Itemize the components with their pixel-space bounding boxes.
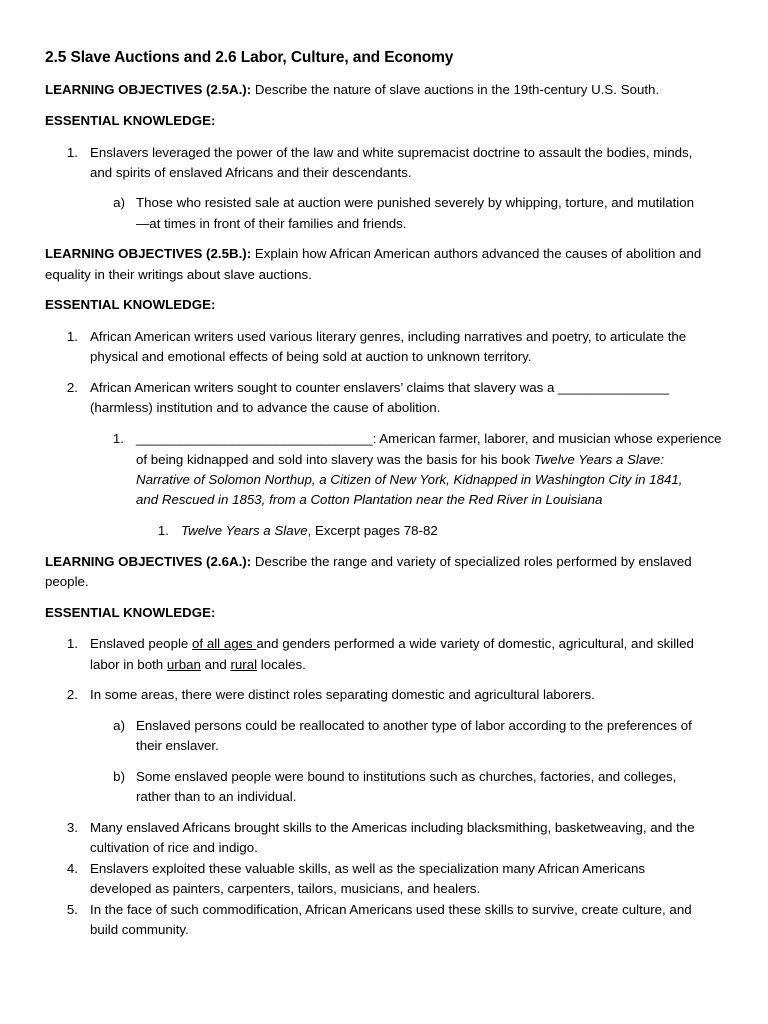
- lo-text: Describe the range and variety of specialized roles performed by enslaved: [251, 554, 692, 569]
- book-title-line: and Rescued in 1853, from a Cotton Plantation near the Red River in Louisiana: [136, 492, 603, 507]
- list-item-text: locales.: [257, 657, 306, 672]
- learning-objective-25a: [45, 80, 659, 101]
- underlined-text: rural: [230, 657, 258, 672]
- learning-objective-26a: [45, 552, 692, 573]
- list-item-text: Enslaved people: [90, 636, 193, 651]
- list-item-line: [90, 655, 306, 676]
- essential-knowledge-heading: ESSENTIAL KNOWLEDGE:: [45, 297, 216, 312]
- list-item-text: and: [200, 657, 231, 672]
- lo-text: Explain how African American authors advanced the causes of abolition and: [251, 246, 702, 261]
- list-item-line: their enslaver.: [136, 738, 219, 753]
- list-number: 2.: [66, 687, 78, 702]
- list-letter: a): [113, 718, 125, 733]
- list-number: 1.: [112, 431, 124, 446]
- list-item-line: Enslavers leveraged the power of the law and white supremacist doctrine to assault the bodies, minds,: [90, 145, 693, 160]
- book-title: Twelve Years a Slave: [181, 523, 308, 538]
- list-number: 1.: [66, 636, 78, 651]
- book-title-line: Narrative of Solomon Northup, a Citizen of New York, Kidnapped in Washington City in 1841,: [136, 472, 683, 487]
- lo-label: LEARNING OBJECTIVES (2.5A.):: [45, 82, 252, 97]
- list-item-line: [181, 521, 438, 542]
- list-item-text: and genders performed a wide variety of domestic, agricultural, and skilled: [256, 636, 694, 651]
- list-item-text: African American writers sought to counter enslavers’ claims that slavery was a: [90, 380, 559, 395]
- page-title: 2.5 Slave Auctions and 2.6 Labor, Culture, and Economy: [45, 49, 454, 66]
- lo-text: Describe the nature of slave auctions in the 19th-century U.S. South.: [251, 82, 660, 97]
- list-number: 1.: [66, 145, 78, 160]
- essential-knowledge-heading: ESSENTIAL KNOWLEDGE:: [45, 605, 216, 620]
- fill-in-blank: _______________: [558, 380, 669, 395]
- book-title: Twelve Years a Slave:: [533, 452, 665, 467]
- list-number: 2.: [66, 380, 78, 395]
- list-item-text: , Excerpt pages 78-82: [307, 523, 438, 538]
- list-number: 1.: [66, 329, 78, 344]
- list-item-line: Enslaved persons could be reallocated to another type of labor according to the preferences of: [136, 718, 692, 733]
- list-item-line: Those who resisted sale at auction were punished severely by whipping, torture, and mutilation: [136, 195, 695, 210]
- learning-objective-25b: [45, 244, 701, 265]
- list-letter: b): [113, 769, 125, 784]
- list-item-line: physical and emotional effects of being sold at auction to unknown territory.: [90, 349, 532, 364]
- list-item-line: Some enslaved people were bound to institutions such as churches, factories, and colleges,: [136, 769, 677, 784]
- list-number: 4.: [66, 861, 78, 876]
- list-item-line: —at times in front of their families and friends.: [136, 216, 407, 231]
- list-item-line: rather than to an individual.: [136, 789, 297, 804]
- list-item-text: of being kidnapped and sold into slavery was the basis for his book: [136, 452, 534, 467]
- list-item-line: [90, 378, 669, 399]
- underlined-text: urban: [166, 657, 201, 672]
- list-item-line: [90, 634, 694, 655]
- list-item-line: Enslavers exploited these valuable skills, as well as the specialization many African Americans: [90, 861, 646, 876]
- list-item-line: and spirits of enslaved Africans and their descendants.: [90, 165, 412, 180]
- list-item-line: In the face of such commodification, African Americans used these skills to survive, create culture, and: [90, 902, 692, 917]
- lo-label: LEARNING OBJECTIVES (2.6A.):: [45, 554, 252, 569]
- list-item-line: [136, 450, 664, 471]
- list-item-line: (harmless) institution and to advance the cause of abolition.: [90, 400, 441, 415]
- lo-text-line: equality in their writings about slave auctions.: [45, 267, 312, 282]
- list-item-line: cultivation of rice and indigo.: [90, 840, 258, 855]
- essential-knowledge-heading: ESSENTIAL KNOWLEDGE:: [45, 113, 216, 128]
- list-letter: a): [113, 195, 125, 210]
- list-number: 5.: [66, 902, 78, 917]
- list-item-line: developed as painters, carpenters, tailors, musicians, and healers.: [90, 881, 481, 896]
- underlined-text: of all ages: [192, 636, 257, 651]
- fill-in-blank: ________________________________: [136, 431, 373, 446]
- list-item-text: : American farmer, laborer, and musician whose experience: [372, 431, 722, 446]
- list-item-line: In some areas, there were distinct roles separating domestic and agricultural laborers.: [90, 687, 595, 702]
- list-item-line: Many enslaved Africans brought skills to the Americas including blacksmithing, basketweaving, and the: [90, 820, 695, 835]
- list-number: 1.: [157, 523, 169, 538]
- list-item-line: [136, 429, 722, 450]
- list-item-text: labor in both: [90, 657, 167, 672]
- list-number: 3.: [66, 820, 78, 835]
- list-item-line: build community.: [90, 922, 189, 937]
- lo-label: LEARNING OBJECTIVES (2.5B.):: [45, 246, 252, 261]
- lo-text-line: people.: [45, 574, 89, 589]
- list-item-line: African American writers used various literary genres, including narratives and poetry, to articulate the: [90, 329, 687, 344]
